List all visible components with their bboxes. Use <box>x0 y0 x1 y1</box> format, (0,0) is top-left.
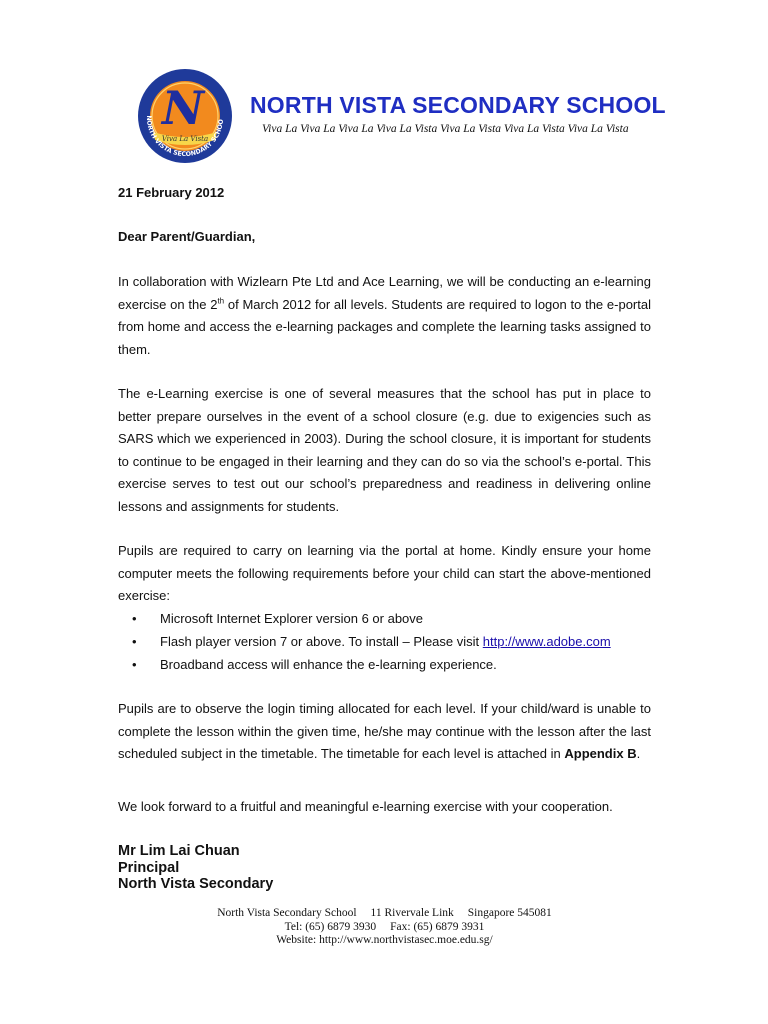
footer-postal: Singapore 545081 <box>467 907 552 919</box>
crest-ring-text: NORTH VISTA SECONDARY SCHOO <box>144 115 226 159</box>
signature-block <box>118 843 273 893</box>
paragraph-1 <box>118 271 651 361</box>
salutation: Dear Parent/Guardian, <box>118 229 256 244</box>
paragraph-1-start: In collaboration with Wizlearn Pte Ltd and Ace Learning, we will be conducting an e-learning exercise on the 2 <box>118 274 651 312</box>
list-item <box>132 653 611 676</box>
footer-address-line <box>118 907 651 921</box>
paragraph-4-text: Pupils are to observe the login timing allocated for each level. If your child/ward is unable to complete the lesson within the given time, he/she may continue with the lesson after the last scheduled subject in the timetable. The timetable for each level is attached in <box>118 701 651 761</box>
paragraph-2: The e-Learning exercise is one of several measures that the school has put in place to better prepare ourselves in the event of a school closure (e.g. due to exigencies such as SARS which we experienced in 2003). During the school closure, it is important for students to continue to be engaged in their learning and they can do so via the school’s e-portal. This exercise serves to test out our school’s preparedness and readiness in delivering online lessons and assignments for students. <box>118 386 651 514</box>
adobe-link[interactable]: http://www.adobe.com <box>482 634 611 649</box>
footer <box>118 907 651 948</box>
footer-fax: Fax: (65) 6879 3931 <box>390 920 485 933</box>
footer-contact-line <box>118 921 651 935</box>
letter-date: 21 February 2012 <box>118 185 225 200</box>
footer-school: North Vista Secondary School <box>217 907 357 919</box>
crest-banner-text: Viva La Vista <box>161 135 209 143</box>
paragraph-5: We look forward to a fruitful and meaningful e-learning exercise with your cooperation. <box>118 799 613 814</box>
requirements-list <box>132 607 611 676</box>
requirement-flash: Flash player version 7 or above. To install – Please visit <box>160 634 483 649</box>
signatory-name: Mr Lim Lai Chuan <box>118 843 240 859</box>
paragraph-3: Pupils are required to carry on learning via the portal at home. Kindly ensure your home computer meets the following requirements before your child can start the above-mentioned exercise: <box>118 543 651 603</box>
requirement-broadband: Broadband access will enhance the e-learning experience. <box>160 657 497 672</box>
footer-address: 11 Rivervale Link <box>370 907 454 919</box>
footer-tel: Tel: (65) 6879 3930 <box>284 920 377 933</box>
school-name: NORTH VISTA SECONDARY SCHOOL <box>250 92 666 118</box>
school-crest-icon <box>133 66 237 166</box>
school-crest-svg <box>133 66 237 166</box>
signatory-org: North Vista Secondary <box>118 876 274 892</box>
list-item <box>132 607 611 630</box>
requirement-browser: Microsoft Internet Explorer version 6 or above <box>160 611 424 626</box>
paragraph-1-end: of March 2012 for all levels. Students are required to logon to the e-portal from home and access the e-learning packages and complete the learning tasks assigned to them. <box>118 296 651 357</box>
crest-letter: N <box>161 81 205 135</box>
list-item <box>132 630 611 653</box>
signatory-title: Principal <box>118 859 180 876</box>
school-motto: Viva La Viva La Viva La Viva La Vista Viva La Vista Viva La Vista Viva La Vista <box>262 123 629 135</box>
paragraph-4 <box>118 698 651 766</box>
appendix-reference: Appendix B <box>564 746 637 761</box>
footer-website: Website: http://www.northvistasec.moe.edu.sg/ <box>276 934 493 946</box>
ordinal-suffix: th <box>217 296 225 306</box>
paragraph-4-end: . <box>636 746 641 761</box>
